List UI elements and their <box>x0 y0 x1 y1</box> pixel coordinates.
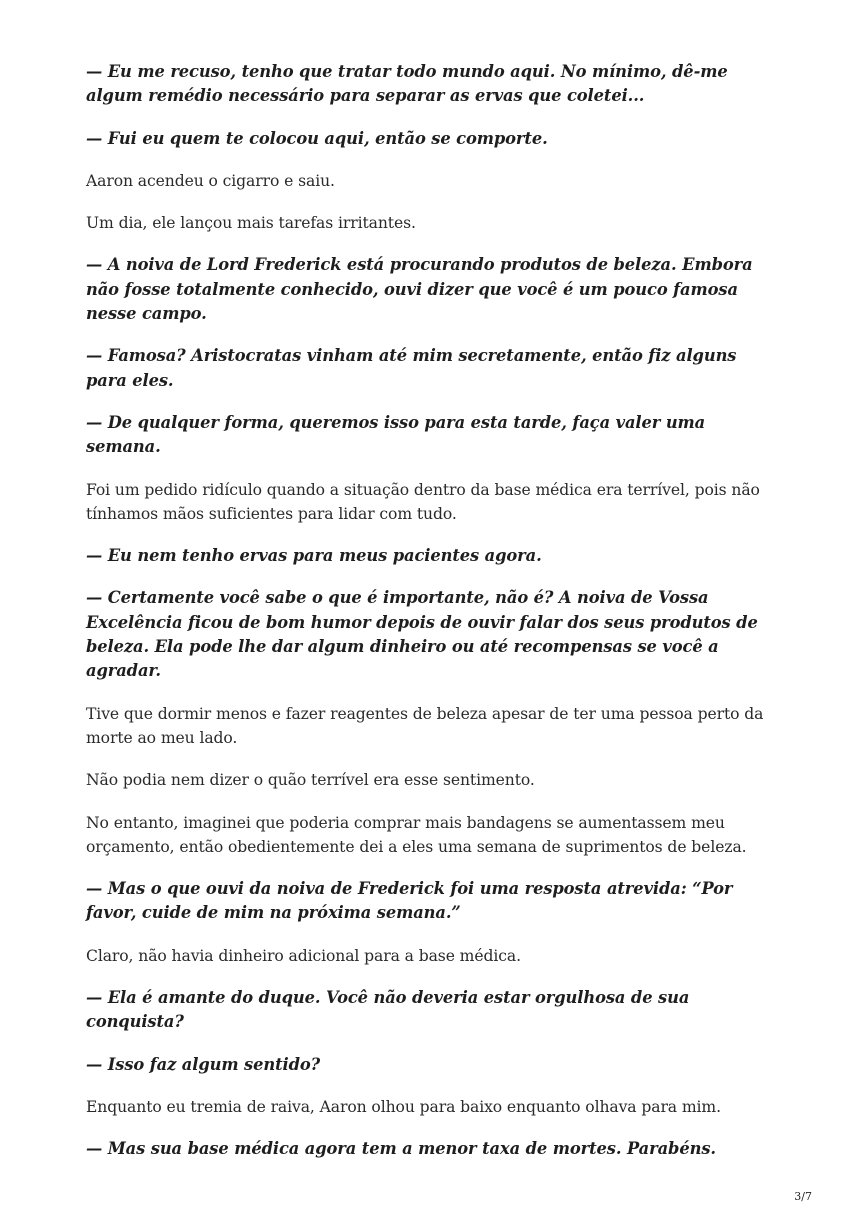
page-number: 3/7 <box>794 1190 812 1203</box>
dialogue-paragraph: — Mas o que ouvi da noiva de Frederick foi uma resposta atrevida: “Por favor, cuide de mim na próxima semana.” <box>86 879 733 923</box>
dialogue-paragraph: — Ela é amante do duque. Você não deveria estar orgulhosa de sua conquista? <box>86 988 690 1032</box>
narration-paragraph: No entanto, imaginei que poderia comprar mais bandagens se aumentassem meu orçamento, então obedientemente dei a eles uma semana de suprimentos de beleza. <box>86 813 747 856</box>
narration-paragraph: Aaron acendeu o cigarro e saiu. <box>86 171 335 190</box>
dialogue-paragraph: — Eu nem tenho ervas para meus pacientes agora. <box>86 546 542 566</box>
dialogue-paragraph: — Eu me recuso, tenho que tratar todo mundo aqui. No mínimo, dê-me algum remédio necessário para separar as ervas que coletei... <box>86 62 728 106</box>
narration-paragraph: Foi um pedido ridículo quando a situação dentro da base médica era terrível, pois não tínhamos mãos suficientes para lidar com tudo. <box>86 480 760 523</box>
narration-paragraph: Enquanto eu tremia de raiva, Aaron olhou para baixo enquanto olhava para mim. <box>86 1097 721 1116</box>
dialogue-paragraph: — Isso faz algum sentido? <box>86 1054 321 1074</box>
document-page <box>86 60 776 1180</box>
narration-paragraph: Claro, não havia dinheiro adicional para a base médica. <box>86 946 521 965</box>
narration-paragraph: Um dia, ele lançou mais tarefas irritantes. <box>86 214 416 233</box>
narration-paragraph: Tive que dormir menos e fazer reagentes de beleza apesar de ter uma pessoa perto da morte ao meu lado. <box>86 704 764 747</box>
dialogue-paragraph: — A noiva de Lord Frederick está procurando produtos de beleza. Embora não fosse totalmente conhecido, ouvi dizer que você é um pouco famosa nesse campo. <box>86 255 753 324</box>
narration-paragraph: Não podia nem dizer o quão terrível era esse sentimento. <box>86 771 535 790</box>
dialogue-paragraph: — Famosa? Aristocratas vinham até mim secretamente, então fiz alguns para eles. <box>86 346 737 390</box>
dialogue-paragraph: — Certamente você sabe o que é importante, não é? A noiva de Vossa Excelência ficou de bom humor depois de ouvir falar dos seus produtos de beleza. Ela pode lhe dar algum dinheiro ou até recompensas se você a agradar. <box>86 588 758 681</box>
dialogue-paragraph: — Fui eu quem te colocou aqui, então se comporte. <box>86 128 548 148</box>
dialogue-paragraph: — De qualquer forma, queremos isso para esta tarde, faça valer uma semana. <box>86 412 706 457</box>
dialogue-paragraph: — Mas sua base médica agora tem a menor taxa de mortes. Parabéns. <box>86 1139 716 1159</box>
